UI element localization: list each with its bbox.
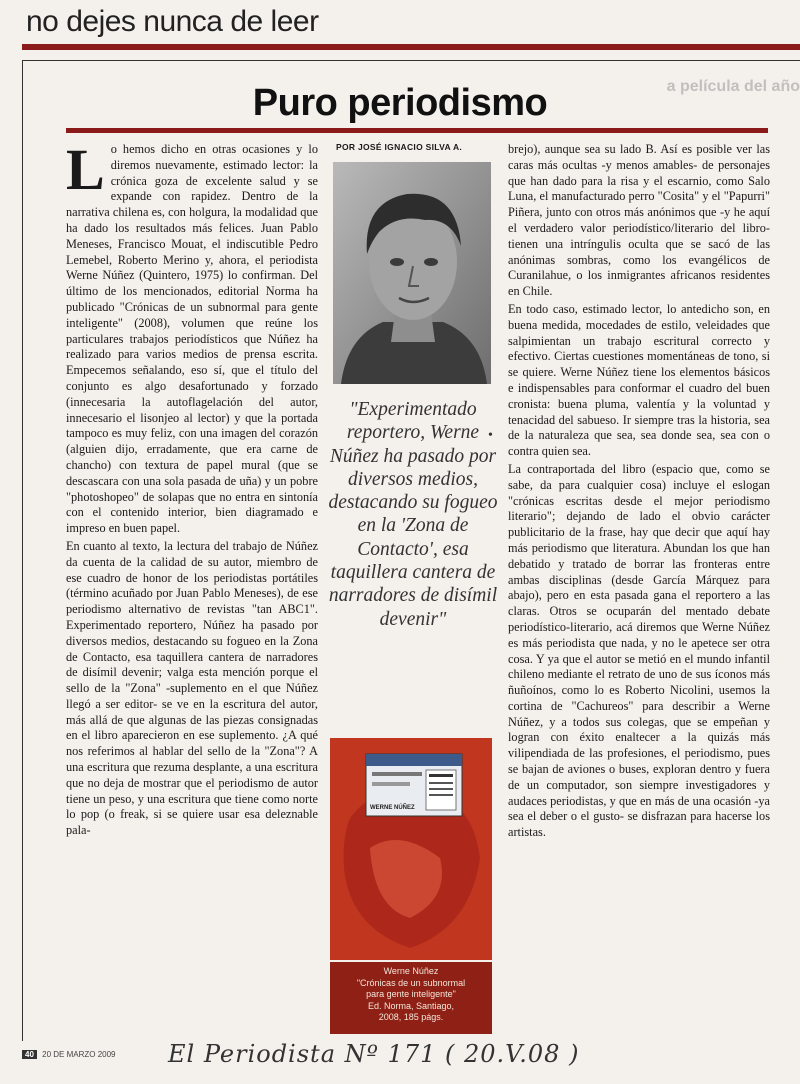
- page-footer: [22, 1050, 116, 1059]
- paragraph-3: brejo), aunque sea su lado B. Así es posible ver las caras más ocultas -y menos amables- de personajes que han dado para la risa y el escarnio, como Salo Luna, el manufacturado perro "Cosita" y el "Papurri" Piñera, junto con otros más anónimos que -y he aquí el verdadero valor periodístico/literario del libro- tienen una intríngulis oculta que se sacó de las anónimas sombras, como los evangélicos de Curanilahue, o los inmigrantes africanos residentes en Chile.: [508, 142, 770, 299]
- paragraph-1-text: o hemos dicho en otras ocasiones y lo diremos nuevamente, estimado lector: la crónica goza de excelente salud y se expande con rapidez. Dentro de la narrativa chilena es, con holgura, la modalidad que ha dado los resultados más felices. Juan Pablo Meneses, Francisco Mouat, el indiscutible Pedro Lemebel, Roberto Merino y, ahora, el periodista Werne Núñez (Quintero, 1975) lo confirman. Del último de los mencionados, editorial Norma ha publicado "Crónicas de un subnormal para gente inteligente" (2008), volumen que reúne los particulares trabajos periodísticos que Núñez ha realizado para varios medios de prensa escrita. Empecemos señalando, eso sí, que el título del conjunto es algo desafortunado y forzado (innecesaria la autoflagelación del autor, innecesario el lisonjeo al lector) y que la portada tampoco es muy feliz, con una imagen del corazón (alguien dijo, erradamente, que era carne de chancho) con textura de papel mural (que se descascara con una sola pasada de uña) y un pobre "photoshopeo" de solapas que no entra en sintonía con el contenido interior, bien diagramado e impreso en buen papel.: [66, 142, 318, 536]
- drop-cap: L: [66, 142, 105, 202]
- page-number: 40: [22, 1050, 37, 1059]
- bullet-mark: •: [488, 428, 493, 443]
- book-caption-details: 2008, 185 págs.: [378, 1012, 444, 1022]
- paragraph-1: [66, 142, 318, 537]
- left-column: [66, 142, 318, 1032]
- paragraph-5: La contraportada del libro (espacio que, como se sabe, da para cualquier cosa) incluye el eslogan "crónicas escritas desde el mejor periodismo literario"; dejando de lado el obvio carácter publicitario de la frase, hay que decir que aquí hay más periodismo que literatura. Abundan los que han debatido y tratado de borrar las fronteras entre ambas disciplinas (desde García Márquez para abajo), pero en esta pasada gana el reportero a las claras. Otros se ocuparán del mentado debate periodístico-literario, acá diremos que Werne Núñez es más periodista que nada, y no le apetece ser otra cosa. Y ya que el autor se metió en el mundo infantil chileno mediante el retrato de uno de sus íconos más ñuñoínos, como lo es Roberto Nicolini, usemos la cortina de "Cachureos" para describir a Werne Núñez, y a todos sus colegas, que se empeñan y logran con éxito enaltecer a la quizás más vilipendiada de las profesiones, el periodismo, pues se bajan de aviones o buses, exploran dentro y fuera de un computador, son siempre investigadores y audaces periodistas, y que en más de una ocasión -ya sea el deber o el gusto- se disfrazan para hacerse los artistas.: [508, 461, 770, 840]
- paragraph-4: En todo caso, estimado lector, lo antedicho son, en buena medida, mocedades de estilo, veleidades que salpimientan un trabajo escritural correcto y efectivo. Ciertas cuestiones momentáneas de tono, si se quiere. Werne Núñez tiene los elementos básicos e indispensables para conformar el cuadro del buen cronista: buena pluma, valentía y la voluntad y tenacidad del sabueso. Ir siempre tras la historia, sea de la naturaleza que sea, sea donde sea, sea con o contra quien sea.: [508, 301, 770, 459]
- bleed-through-text: a película del año: [666, 78, 800, 95]
- section-header: [26, 2, 786, 42]
- issue-date: 20 DE MARZO 2009: [42, 1050, 116, 1059]
- author-photo: [333, 162, 491, 384]
- portrait-image: [333, 162, 491, 384]
- book-cover-art: [330, 738, 492, 960]
- section-title: no dejes nunca de leer: [26, 5, 319, 38]
- article-title: Puro periodismo: [252, 82, 548, 124]
- section-rule: [22, 44, 800, 50]
- book-cover: [330, 738, 492, 960]
- paragraph-2: En cuanto al texto, la lectura del trabajo de Núñez da cuenta de la calidad de su autor, miembro de ese cuadro de honor de los periodistas portátiles (término acuñado por Juan Pablo Meneses), de ese periodismo alternativo de revistas "tan ABC1". Experimentado reportero, Núñez ha pasado por diversos medios, destacando su fogueo en la Zona de Contacto, esa taquillera cantera de narradores de disímil devenir; valga esta mención porque el sello de la "Zona" -suplemento en el que Núñez llegó a ser editor- se ve en la escritura del autor, más allá de que algunas de las piezas consignadas en el libro aparecieron en ese suplemento. ¿A qué nos referimos al hablar del sello de la "Zona"? A una escritura que rezuma desplante, a una escritura que no deja de mostrar que el periodismo de autor tiene un peso, y una escritura que tiene como norte lo pop (o freak, si se quiere usar esa deleznable pala-: [66, 538, 318, 838]
- book-caption: [330, 962, 492, 1034]
- book-caption-title-2: para gente inteligente": [366, 989, 456, 999]
- book-cover-author: WERNE NÚÑEZ: [370, 805, 415, 811]
- title-rule: [66, 128, 768, 133]
- byline: POR JOSÉ IGNACIO SILVA A.: [336, 142, 463, 152]
- book-caption-publisher: Ed. Norma, Santiago,: [367, 1000, 455, 1011]
- pull-quote: "Experimentado reportero, Werne Núñez ha pasado por diversos medios, destacando su fogueo en la 'Zona de Contacto', esa taquillera cantera de narradores de disímil devenir": [328, 399, 498, 630]
- book-caption-title-1: "Crónicas de un subnormal: [356, 977, 466, 988]
- right-column: [508, 142, 770, 1032]
- book-caption-author: Werne Núñez: [383, 966, 439, 976]
- handwritten-note: El Periodista Nº 171 ( 20.V.08 ): [168, 1040, 580, 1068]
